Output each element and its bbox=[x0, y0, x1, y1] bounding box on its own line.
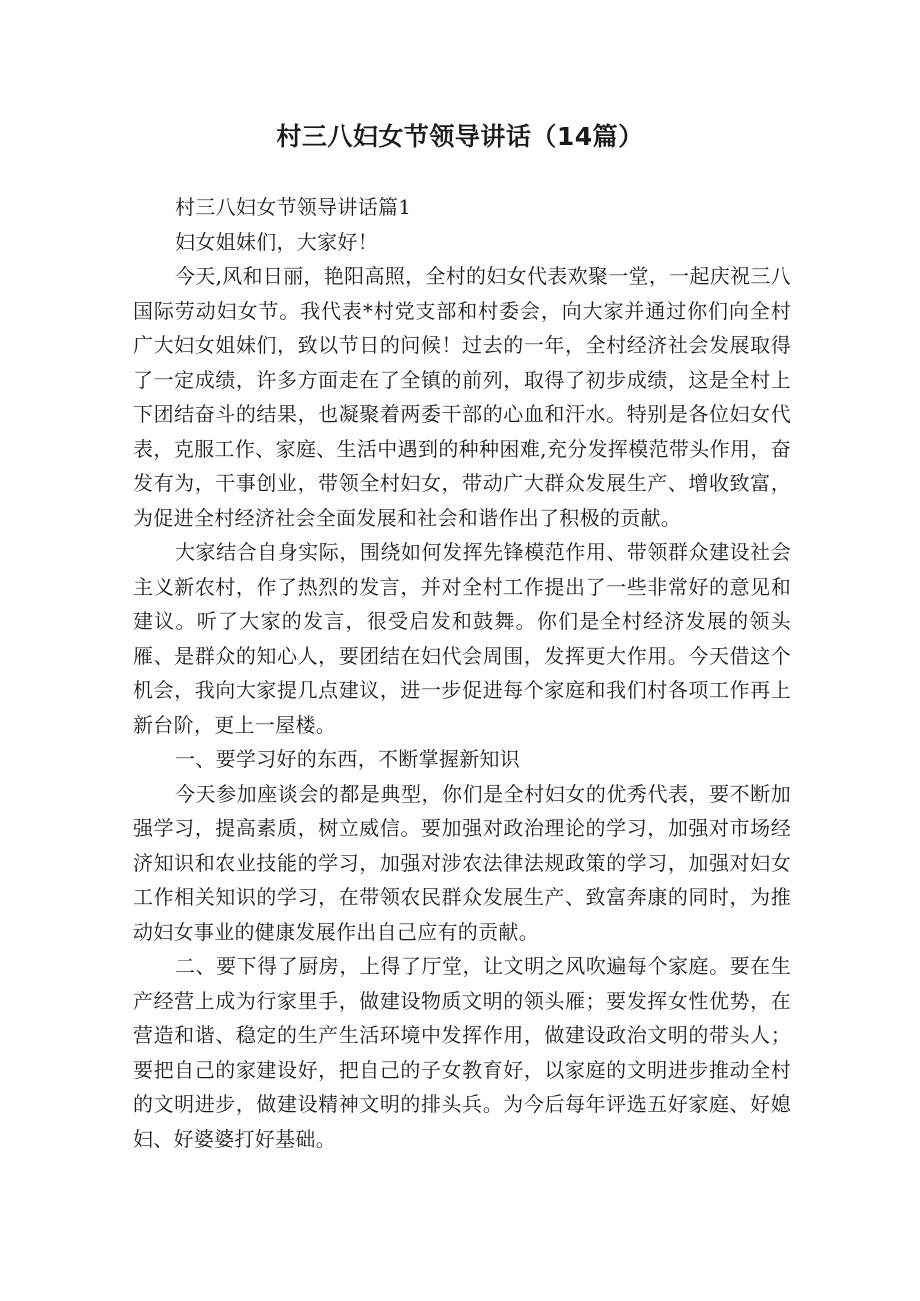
body-paragraph: 今天,风和日丽，艳阳高照，全村的妇女代表欢聚一堂，一起庆祝三八国际劳动妇女节。我代表*村党支部和村委会，向大家并通过你们向全村广大妇女姐妹们，致以节日的问候！过去的一年，全村经济社会发展取得了一定成绩，许多方面走在了全镇的前列，取得了初步成绩，这是全村上下团结奋斗的结果，也凝聚着两委干部的心血和汗水。特别是各位妇女代表，克服工作、家庭、生活中遇到的种种困难,充分发挥模范带头作用，奋发有为，干事创业，带领全村妇女，带动广大群众发展生产、增收致富，为促进全村经济社会全面发展和社会和谐作出了积极的贡献。 bbox=[133, 264, 791, 530]
point-heading: 一、要学习好的东西，不断掌握新知识 bbox=[175, 747, 521, 771]
body-paragraph: 大家结合自身实际，围绕如何发挥先锋模范作用、带领群众建设社会主义新农村，作了热烈的发言，并对全村工作提出了一些非常好的意见和建议。听了大家的发言，很受启发和鼓舞。你们是全村经济发展的领头雁、是群众的知心人，要团结在妇代会周围，发挥更大作用。今天借这个机会，我向大家提几点建议，进一步促进每个家庭和我们村各项工作再上新台阶，更上一屋楼。 bbox=[133, 540, 791, 737]
body-paragraph: 今天参加座谈会的都是典型，你们是全村妇女的优秀代表，要不断加强学习，提高素质，树立威信。要加强对政治理论的学习，加强对市场经济知识和农业技能的学习，加强对涉农法律法规政策的学习，加强对妇女工作相关知识的学习，在带领农民群众发展生产、致富奔康的同时，为推动妇女事业的健康发展作出自己应有的贡献。 bbox=[133, 781, 791, 944]
body-paragraph: 二、要下得了厨房，上得了厅堂，让文明之风吹遍每个家庭。要在生产经营上成为行家里手，做建设物质文明的领头雁；要发挥女性优势，在营造和谐、稳定的生产生活环境中发挥作用，做建设政治文明的带头人；要把自己的家建设好，把自己的子女教育好，以家庭的文明进步推动全村的文明进步，做建设精神文明的排头兵。为今后每年评选五好家庭、好媳妇、好婆婆打好基础。 bbox=[133, 954, 791, 1151]
document-title: 村三八妇女节领导讲话（14篇） bbox=[276, 122, 644, 151]
document-body bbox=[133, 190, 791, 1156]
greeting-paragraph: 妇女姐妹们，大家好！ bbox=[175, 229, 378, 254]
section-heading: 村三八妇女节领导讲话篇1 bbox=[175, 195, 412, 219]
